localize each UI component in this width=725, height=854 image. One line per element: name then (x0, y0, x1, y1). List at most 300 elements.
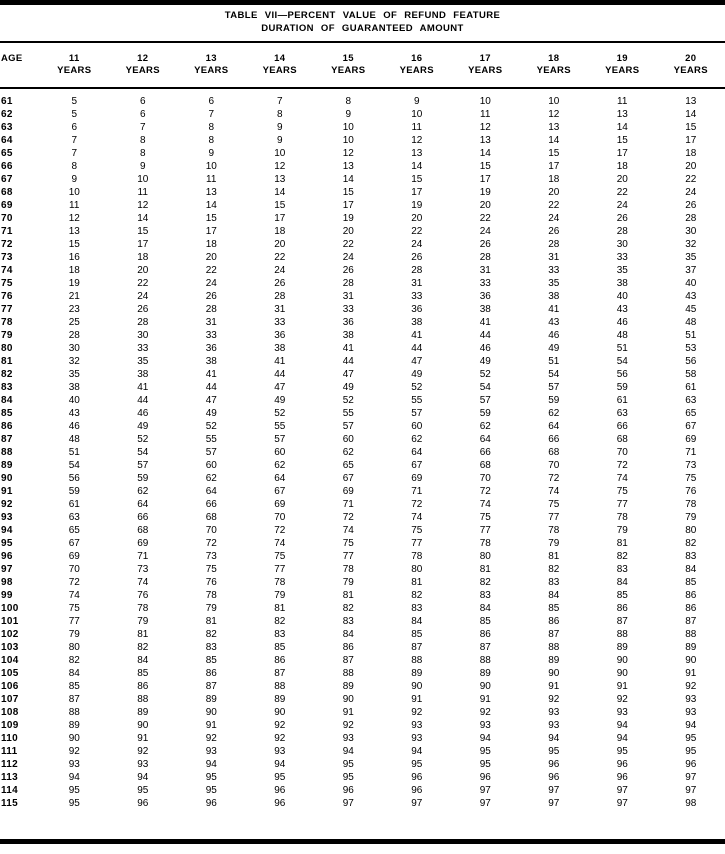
value-cell: 17 (274, 213, 286, 224)
value-cell: 33 (616, 252, 628, 263)
value-cell: 41 (411, 330, 423, 341)
value-cell: 55 (274, 421, 286, 432)
value-cell: 88 (68, 707, 80, 718)
value-cell: 93 (411, 720, 423, 731)
age-cell: 89 (1, 460, 13, 471)
value-cell: 89 (68, 720, 80, 731)
value-cell: 10 (342, 122, 354, 133)
value-cell: 62 (342, 447, 354, 458)
value-cell: 82 (274, 616, 286, 627)
value-cell: 74 (479, 499, 491, 510)
value-cell: 95 (411, 759, 423, 770)
value-cell: 37 (685, 265, 697, 276)
value-cell: 17 (411, 187, 423, 198)
value-cell: 36 (342, 317, 354, 328)
value-cell: 75 (479, 512, 491, 523)
value-cell: 75 (411, 525, 423, 536)
value-cell: 38 (68, 382, 80, 393)
year-header-number: 18 (548, 53, 560, 64)
value-cell: 8 (71, 161, 78, 172)
value-cell: 19 (479, 187, 491, 198)
value-cell: 26 (479, 239, 491, 250)
value-cell: 83 (548, 577, 560, 588)
value-cell: 80 (411, 564, 423, 575)
value-cell: 32 (68, 356, 80, 367)
value-cell: 69 (685, 434, 697, 445)
table-row (0, 264, 725, 277)
value-cell: 22 (411, 226, 423, 237)
value-cell: 81 (616, 538, 628, 549)
value-cell: 62 (274, 460, 286, 471)
table-row (0, 472, 725, 485)
value-cell: 53 (685, 343, 697, 354)
value-cell: 92 (616, 694, 628, 705)
table-row (0, 303, 725, 316)
age-cell: 68 (1, 187, 13, 198)
value-cell: 15 (68, 239, 80, 250)
value-cell: 90 (616, 668, 628, 679)
age-cell: 93 (1, 512, 13, 523)
value-cell: 95 (137, 785, 149, 796)
value-cell: 83 (616, 564, 628, 575)
value-cell: 30 (68, 343, 80, 354)
value-cell: 85 (479, 616, 491, 627)
value-cell: 18 (616, 161, 628, 172)
value-cell: 97 (479, 785, 491, 796)
value-cell: 14 (616, 122, 628, 133)
value-cell: 11 (617, 96, 628, 107)
value-cell: 90 (137, 720, 149, 731)
age-cell: 111 (1, 746, 18, 757)
value-cell: 13 (274, 174, 286, 185)
table-title (0, 9, 725, 35)
age-cell: 85 (1, 408, 13, 419)
value-cell: 20 (205, 252, 217, 263)
value-cell: 15 (548, 148, 560, 159)
age-cell: 94 (1, 525, 13, 536)
value-cell: 7 (139, 122, 146, 133)
age-column-header: AGE (1, 53, 23, 64)
value-cell: 9 (276, 135, 283, 146)
table-row (0, 459, 725, 472)
value-cell: 93 (479, 720, 491, 731)
value-cell: 91 (342, 707, 354, 718)
value-cell: 26 (685, 200, 697, 211)
value-cell: 51 (685, 330, 697, 341)
value-cell: 60 (274, 447, 286, 458)
age-cell: 101 (1, 616, 19, 627)
table-row (0, 628, 725, 641)
value-cell: 84 (479, 603, 491, 614)
value-cell: 61 (68, 499, 80, 510)
value-cell: 46 (616, 317, 628, 328)
value-cell: 77 (548, 512, 560, 523)
value-cell: 90 (68, 733, 80, 744)
value-cell: 97 (479, 798, 491, 809)
value-cell: 85 (685, 577, 697, 588)
value-cell: 76 (205, 577, 217, 588)
table-row (0, 121, 725, 134)
value-cell: 60 (342, 434, 354, 445)
value-cell: 91 (616, 681, 628, 692)
value-cell: 62 (479, 421, 491, 432)
value-cell: 43 (68, 408, 80, 419)
value-cell: 9 (139, 161, 146, 172)
value-cell: 5 (71, 96, 78, 107)
value-cell: 89 (685, 642, 697, 653)
age-cell: 72 (1, 239, 13, 250)
value-cell: 88 (685, 629, 697, 640)
table-row (0, 784, 725, 797)
value-cell: 72 (205, 538, 217, 549)
table-row (0, 394, 725, 407)
value-cell: 96 (548, 772, 560, 783)
value-cell: 18 (274, 226, 286, 237)
age-cell: 83 (1, 382, 13, 393)
table-row (0, 186, 725, 199)
value-cell: 94 (274, 759, 286, 770)
value-cell: 67 (342, 473, 354, 484)
value-cell: 63 (616, 408, 628, 419)
value-cell: 88 (342, 668, 354, 679)
value-cell: 86 (137, 681, 149, 692)
year-header-number: 13 (205, 53, 217, 64)
table-row (0, 797, 725, 810)
value-cell: 38 (205, 356, 217, 367)
value-cell: 20 (548, 187, 560, 198)
value-cell: 13 (411, 148, 423, 159)
value-cell: 17 (342, 200, 354, 211)
value-cell: 11 (206, 174, 217, 185)
value-cell: 28 (274, 291, 286, 302)
value-cell: 91 (685, 668, 697, 679)
value-cell: 84 (342, 629, 354, 640)
value-cell: 68 (137, 525, 149, 536)
age-cell: 82 (1, 369, 13, 380)
value-cell: 46 (548, 330, 560, 341)
value-cell: 71 (342, 499, 354, 510)
value-cell: 80 (685, 525, 697, 536)
value-cell: 10 (68, 187, 80, 198)
value-cell: 28 (616, 226, 628, 237)
value-cell: 19 (68, 278, 80, 289)
table-row (0, 589, 725, 602)
value-cell: 93 (685, 707, 697, 718)
value-cell: 7 (71, 148, 78, 159)
table-row (0, 134, 725, 147)
value-cell: 8 (139, 135, 146, 146)
value-cell: 47 (342, 369, 354, 380)
value-cell: 96 (685, 759, 697, 770)
value-cell: 41 (548, 304, 560, 315)
value-cell: 35 (68, 369, 80, 380)
value-cell: 49 (548, 343, 560, 354)
value-cell: 66 (548, 434, 560, 445)
value-cell: 92 (342, 720, 354, 731)
value-cell: 78 (411, 551, 423, 562)
value-cell: 18 (685, 148, 697, 159)
value-cell: 13 (479, 135, 491, 146)
value-cell: 78 (274, 577, 286, 588)
bottom-rule (0, 839, 725, 844)
value-cell: 26 (548, 226, 560, 237)
value-cell: 25 (68, 317, 80, 328)
value-cell: 28 (68, 330, 80, 341)
value-cell: 12 (342, 148, 354, 159)
value-cell: 88 (274, 681, 286, 692)
value-cell: 93 (616, 707, 628, 718)
value-cell: 94 (616, 733, 628, 744)
value-cell: 15 (274, 200, 286, 211)
value-cell: 81 (479, 564, 491, 575)
value-cell: 92 (137, 746, 149, 757)
age-cell: 105 (1, 668, 19, 679)
value-cell: 5 (71, 109, 78, 120)
value-cell: 95 (479, 759, 491, 770)
value-cell: 55 (205, 434, 217, 445)
value-cell: 95 (342, 759, 354, 770)
value-cell: 20 (616, 174, 628, 185)
value-cell: 77 (479, 525, 491, 536)
value-cell: 51 (616, 343, 628, 354)
value-cell: 10 (137, 174, 149, 185)
table-row (0, 654, 725, 667)
year-header-label: YEARS (605, 65, 640, 76)
age-cell: 87 (1, 434, 13, 445)
value-cell: 95 (68, 785, 80, 796)
value-cell: 87 (548, 629, 560, 640)
value-cell: 28 (479, 252, 491, 263)
value-cell: 12 (137, 200, 149, 211)
value-cell: 6 (139, 109, 146, 120)
value-cell: 95 (616, 746, 628, 757)
value-cell: 31 (548, 252, 560, 263)
value-cell: 86 (342, 642, 354, 653)
header-row-year-labels (0, 64, 725, 79)
value-cell: 79 (616, 525, 628, 536)
value-cell: 87 (479, 642, 491, 653)
value-cell: 67 (68, 538, 80, 549)
value-cell: 82 (205, 629, 217, 640)
value-cell: 77 (411, 538, 423, 549)
table-row (0, 225, 725, 238)
value-cell: 6 (208, 96, 215, 107)
value-cell: 28 (548, 239, 560, 250)
year-header-label: YEARS (399, 65, 434, 76)
value-cell: 79 (548, 538, 560, 549)
value-cell: 22 (548, 200, 560, 211)
value-cell: 38 (616, 278, 628, 289)
value-cell: 30 (616, 239, 628, 250)
value-cell: 83 (342, 616, 354, 627)
value-cell: 92 (685, 681, 697, 692)
value-cell: 17 (479, 174, 491, 185)
value-cell: 41 (205, 369, 217, 380)
value-cell: 81 (342, 590, 354, 601)
value-cell: 22 (342, 239, 354, 250)
value-cell: 52 (411, 382, 423, 393)
value-cell: 19 (411, 200, 423, 211)
value-cell: 12 (548, 109, 560, 120)
value-cell: 20 (479, 200, 491, 211)
table-row (0, 316, 725, 329)
value-cell: 15 (616, 135, 628, 146)
value-cell: 94 (342, 746, 354, 757)
value-cell: 96 (548, 759, 560, 770)
value-cell: 44 (342, 356, 354, 367)
table-row (0, 173, 725, 186)
value-cell: 52 (342, 395, 354, 406)
value-cell: 49 (479, 356, 491, 367)
value-cell: 88 (616, 629, 628, 640)
value-cell: 12 (411, 135, 423, 146)
value-cell: 92 (411, 707, 423, 718)
value-cell: 19 (342, 213, 354, 224)
value-cell: 64 (479, 434, 491, 445)
table-row (0, 524, 725, 537)
value-cell: 96 (205, 798, 217, 809)
value-cell: 73 (137, 564, 149, 575)
table-body (0, 88, 725, 810)
year-header-number: 17 (479, 53, 491, 64)
value-cell: 85 (274, 642, 286, 653)
year-header-number: 20 (685, 53, 697, 64)
value-cell: 75 (342, 538, 354, 549)
value-cell: 22 (137, 278, 149, 289)
value-cell: 13 (205, 187, 217, 198)
value-cell: 97 (685, 785, 697, 796)
table-row (0, 706, 725, 719)
table-row (0, 290, 725, 303)
value-cell: 24 (548, 213, 560, 224)
year-header-label: YEARS (536, 65, 571, 76)
value-cell: 79 (685, 512, 697, 523)
value-cell: 57 (342, 421, 354, 432)
value-cell: 36 (274, 330, 286, 341)
value-cell: 7 (71, 135, 78, 146)
age-cell: 74 (1, 265, 13, 276)
value-cell: 59 (616, 382, 628, 393)
value-cell: 11 (411, 122, 422, 133)
value-cell: 96 (479, 772, 491, 783)
value-cell: 85 (411, 629, 423, 640)
value-cell: 18 (68, 265, 80, 276)
value-cell: 90 (411, 681, 423, 692)
value-cell: 26 (616, 213, 628, 224)
table-row (0, 745, 725, 758)
age-cell: 73 (1, 252, 13, 263)
value-cell: 74 (548, 486, 560, 497)
value-cell: 15 (342, 187, 354, 198)
value-cell: 14 (685, 109, 697, 120)
value-cell: 63 (685, 395, 697, 406)
table-row (0, 732, 725, 745)
value-cell: 22 (616, 187, 628, 198)
value-cell: 95 (548, 746, 560, 757)
age-cell: 102 (1, 629, 19, 640)
value-cell: 83 (411, 603, 423, 614)
age-cell: 86 (1, 421, 13, 432)
value-cell: 82 (137, 642, 149, 653)
value-cell: 31 (274, 304, 286, 315)
value-cell: 17 (616, 148, 628, 159)
value-cell: 40 (68, 395, 80, 406)
value-cell: 48 (685, 317, 697, 328)
value-cell: 77 (342, 551, 354, 562)
value-cell: 12 (479, 122, 491, 133)
value-cell: 92 (68, 746, 80, 757)
value-cell: 96 (342, 785, 354, 796)
value-cell: 17 (137, 239, 149, 250)
value-cell: 44 (411, 343, 423, 354)
value-cell: 26 (342, 265, 354, 276)
value-cell: 57 (205, 447, 217, 458)
value-cell: 49 (342, 382, 354, 393)
value-cell: 87 (685, 616, 697, 627)
table-row (0, 147, 725, 160)
value-cell: 16 (68, 252, 80, 263)
value-cell: 24 (205, 278, 217, 289)
value-cell: 28 (137, 317, 149, 328)
value-cell: 85 (137, 668, 149, 679)
value-cell: 78 (616, 512, 628, 523)
value-cell: 28 (205, 304, 217, 315)
value-cell: 71 (411, 486, 423, 497)
value-cell: 61 (616, 395, 628, 406)
value-cell: 91 (205, 720, 217, 731)
value-cell: 12 (68, 213, 80, 224)
age-cell: 77 (1, 304, 13, 315)
value-cell: 59 (479, 408, 491, 419)
value-cell: 59 (137, 473, 149, 484)
value-cell: 40 (685, 278, 697, 289)
table-row (0, 238, 725, 251)
value-cell: 59 (548, 395, 560, 406)
value-cell: 65 (685, 408, 697, 419)
value-cell: 91 (479, 694, 491, 705)
value-cell: 33 (274, 317, 286, 328)
value-cell: 89 (205, 694, 217, 705)
value-cell: 70 (616, 447, 628, 458)
value-cell: 9 (208, 148, 215, 159)
year-header-label: YEARS (194, 65, 229, 76)
value-cell: 62 (137, 486, 149, 497)
age-cell: 103 (1, 642, 19, 653)
value-cell: 75 (68, 603, 80, 614)
value-cell: 52 (137, 434, 149, 445)
value-cell: 38 (411, 317, 423, 328)
value-cell: 81 (137, 629, 149, 640)
value-cell: 14 (479, 148, 491, 159)
age-cell: 80 (1, 343, 13, 354)
value-cell: 81 (411, 577, 423, 588)
value-cell: 7 (208, 109, 215, 120)
value-cell: 54 (616, 356, 628, 367)
value-cell: 69 (137, 538, 149, 549)
age-cell: 109 (1, 720, 19, 731)
value-cell: 48 (68, 434, 80, 445)
value-cell: 30 (685, 226, 697, 237)
value-cell: 96 (616, 772, 628, 783)
table-row (0, 537, 725, 550)
value-cell: 78 (479, 538, 491, 549)
value-cell: 24 (342, 252, 354, 263)
value-cell: 89 (137, 707, 149, 718)
value-cell: 90 (479, 681, 491, 692)
value-cell: 87 (274, 668, 286, 679)
value-cell: 18 (205, 239, 217, 250)
value-cell: 74 (342, 525, 354, 536)
